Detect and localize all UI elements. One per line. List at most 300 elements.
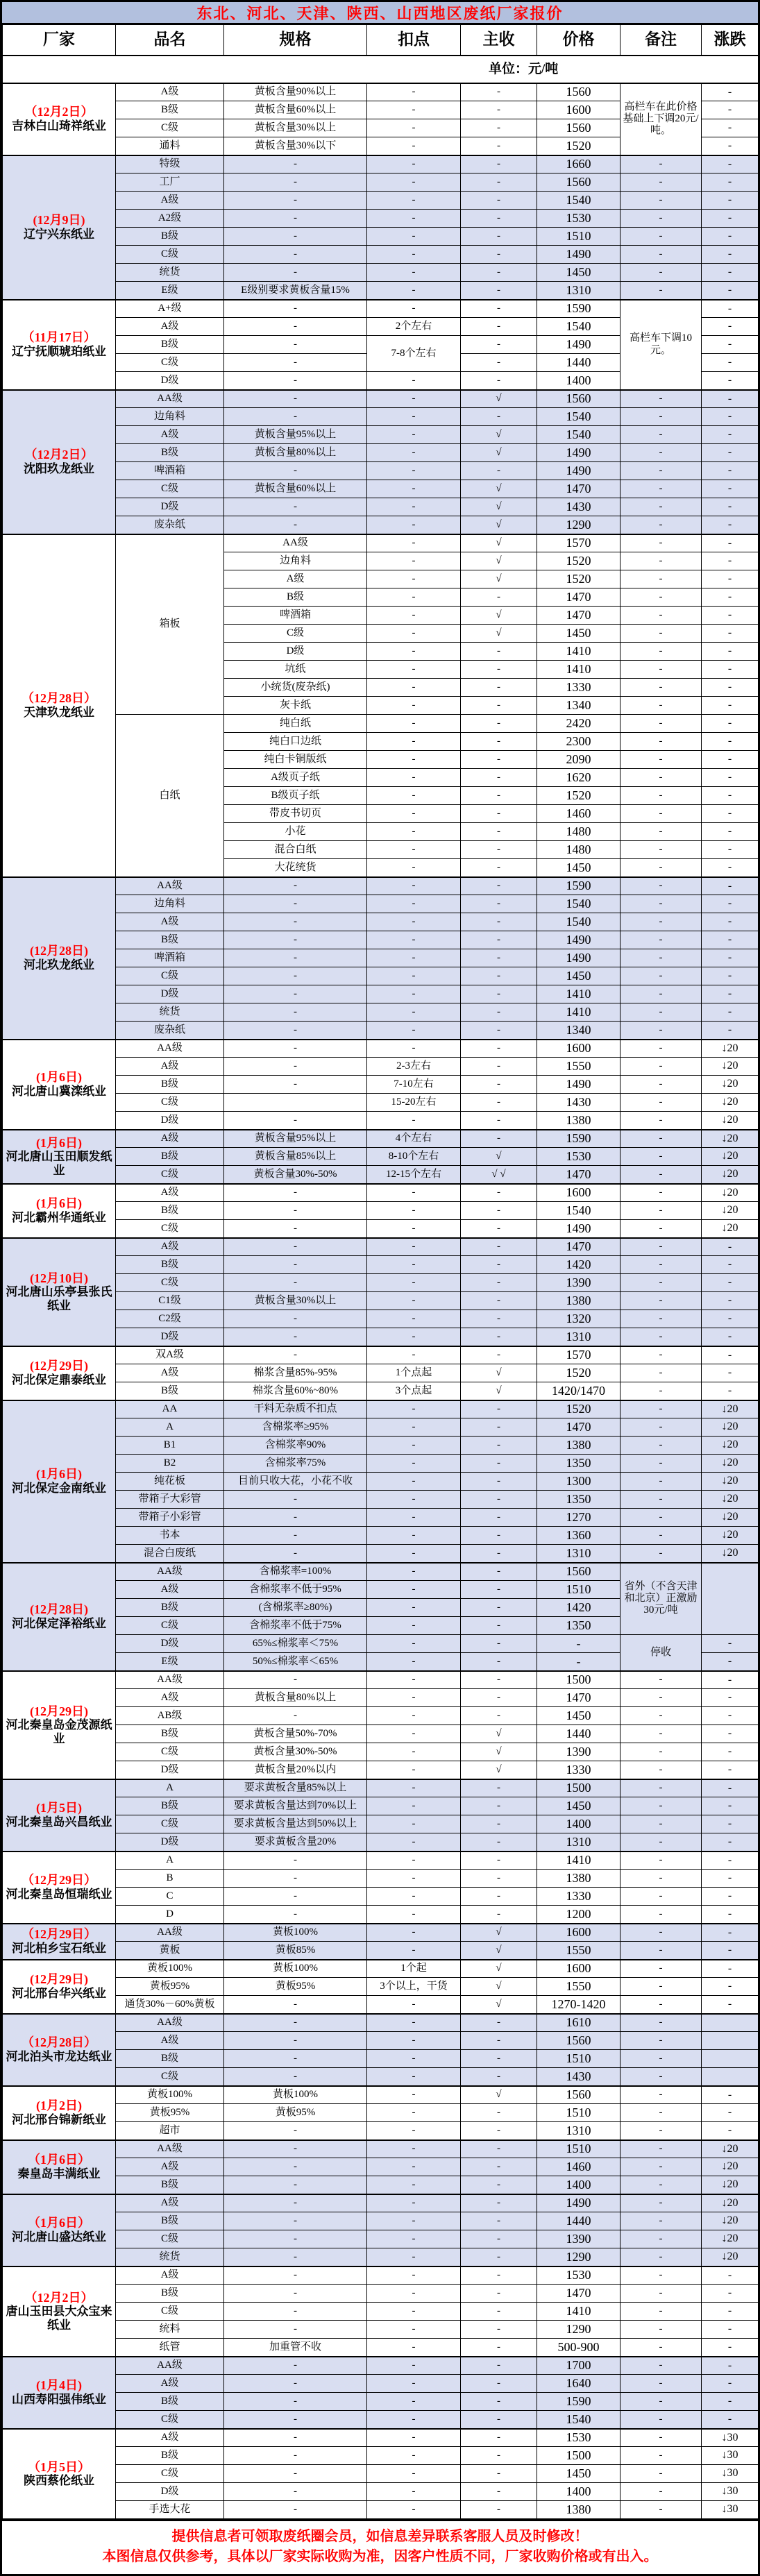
- spec-cell: -: [224, 1238, 367, 1256]
- trend-cell: -: [702, 697, 759, 715]
- spec-cell: 黄板含量30%以下: [224, 137, 367, 155]
- report-title-bar: [2, 2, 758, 24]
- factory-date: (12月29日): [30, 1359, 88, 1373]
- price-cell: 1350: [537, 1617, 620, 1635]
- factory-name: 河北泊头市龙达纸业: [6, 2050, 112, 2064]
- spec-cell: 边角料: [224, 552, 367, 570]
- factory-date: （1月6日）: [28, 2216, 90, 2230]
- trend-cell: -: [702, 841, 759, 859]
- note-cell: -: [620, 2393, 702, 2411]
- note-cell: -: [620, 949, 702, 967]
- table-row: [3, 2050, 759, 2068]
- main-collect-cell: -: [461, 931, 537, 949]
- product-cell: A: [116, 1852, 224, 1870]
- note-cell: -: [620, 282, 702, 300]
- table-row: [3, 1888, 759, 1906]
- product-cell: 通货30%－60%黄板: [116, 1996, 224, 2014]
- deduction-cell: -: [367, 751, 461, 769]
- trend-cell: ↓20: [702, 2140, 759, 2158]
- note-cell: -: [620, 444, 702, 462]
- note-cell: -: [620, 1924, 702, 1942]
- note-cell: -: [620, 2140, 702, 2158]
- trend-cell: -: [702, 1996, 759, 2014]
- note-cell: -: [620, 1815, 702, 1833]
- deduction-cell: 12-15个左右: [367, 1166, 461, 1184]
- price-cell: 1560: [537, 1563, 620, 1581]
- price-cell: 1540: [537, 318, 620, 336]
- main-collect-cell: √: [461, 1382, 537, 1400]
- trend-cell: -: [702, 444, 759, 462]
- trend-cell: ↓20: [702, 2230, 759, 2248]
- deduction-cell: -: [367, 985, 461, 1003]
- note-cell: -: [620, 733, 702, 751]
- table-row: [3, 210, 759, 228]
- table-row: [3, 1779, 759, 1797]
- spec-cell: -: [224, 895, 367, 913]
- price-cell: 1310: [537, 282, 620, 300]
- main-collect-cell: -: [461, 318, 537, 336]
- deduction-cell: -: [367, 679, 461, 697]
- main-collect-cell: -: [461, 1563, 537, 1581]
- table-row: [3, 1328, 759, 1346]
- product-cell: 啤酒箱: [116, 949, 224, 967]
- trend-cell: -: [702, 137, 759, 155]
- factory-cell: [3, 2429, 116, 2519]
- table-row: [3, 1220, 759, 1238]
- product-cell: B级: [116, 1202, 224, 1220]
- deduction-cell: 1个起: [367, 1960, 461, 1978]
- note-cell: -: [620, 2086, 702, 2104]
- price-cell: 1490: [537, 1220, 620, 1238]
- deduction-cell: -: [367, 2465, 461, 2483]
- spec-cell: -: [224, 2465, 367, 2483]
- deduction-cell: -: [367, 2140, 461, 2158]
- price-cell: 1510: [537, 1581, 620, 1599]
- table-row: [3, 83, 759, 101]
- note-cell: -: [620, 1797, 702, 1815]
- deduction-cell: -: [367, 1635, 461, 1653]
- deduction-cell: -: [367, 823, 461, 841]
- main-collect-cell: -: [461, 895, 537, 913]
- factory-cell: [3, 2357, 116, 2429]
- main-collect-cell: -: [461, 1707, 537, 1725]
- product-cell: 统货: [116, 2248, 224, 2266]
- trend-cell: -: [702, 83, 759, 101]
- price-cell: 1500: [537, 1779, 620, 1797]
- main-collect-cell: -: [461, 588, 537, 607]
- trend-cell: ↓20: [702, 1148, 759, 1166]
- main-collect-cell: -: [461, 2104, 537, 2122]
- spec-cell: -: [224, 2429, 367, 2447]
- main-collect-cell: -: [461, 2465, 537, 2483]
- factory-date: （1月5日）: [28, 2459, 90, 2474]
- spec-cell: 黄板85%: [224, 1942, 367, 1960]
- trend-cell: -: [702, 1689, 759, 1707]
- col-header-price: 价格: [537, 25, 620, 56]
- col-header-factory: 厂家: [3, 25, 116, 56]
- price-cell: 1570: [537, 534, 620, 552]
- product-cell: C级: [116, 1815, 224, 1833]
- main-collect-cell: -: [461, 1491, 537, 1509]
- deduction-cell: -: [367, 1509, 461, 1527]
- price-cell: 1600: [537, 1040, 620, 1058]
- product-cell: 带箱子大彩管: [116, 1491, 224, 1509]
- product-cell: C级: [116, 480, 224, 498]
- trend-cell: ↓20: [702, 1400, 759, 1418]
- table-row: [3, 2086, 759, 2104]
- deduction-cell: -: [367, 2104, 461, 2122]
- price-cell: 1440: [537, 354, 620, 372]
- deduction-cell: -: [367, 2375, 461, 2393]
- price-cell: 1410: [537, 643, 620, 661]
- note-cell: -: [620, 1707, 702, 1725]
- main-collect-cell: -: [461, 408, 537, 426]
- spec-cell: -: [224, 210, 367, 228]
- main-collect-cell: √: [461, 1924, 537, 1942]
- main-collect-cell: -: [461, 2194, 537, 2212]
- table-row: [3, 2375, 759, 2393]
- table-row: [3, 1148, 759, 1166]
- product-cell: C级: [116, 967, 224, 985]
- trend-cell: ↓20: [702, 1184, 759, 1202]
- trend-cell: -: [702, 2411, 759, 2429]
- deduction-cell: -: [367, 913, 461, 931]
- product-cell: AA级: [116, 1040, 224, 1058]
- spec-cell: E级别要求黄板含量15%: [224, 282, 367, 300]
- trend-cell: -: [702, 733, 759, 751]
- deduction-cell: -: [367, 1671, 461, 1689]
- product-cell: AA级: [116, 2014, 224, 2032]
- trend-cell: [702, 1563, 759, 1635]
- table-row: [3, 967, 759, 985]
- price-cell: 1510: [537, 228, 620, 246]
- factory-date: （12月2日）: [24, 105, 94, 119]
- note-cell: -: [620, 823, 702, 841]
- main-collect-cell: -: [461, 246, 537, 264]
- price-cell: 1560: [537, 173, 620, 192]
- spec-cell: -: [224, 1671, 367, 1689]
- spec-cell: -: [224, 2122, 367, 2140]
- product-cell: C级: [116, 2068, 224, 2086]
- trend-cell: -: [702, 372, 759, 390]
- product-cell: 特级: [116, 155, 224, 173]
- note-cell: -: [620, 2176, 702, 2194]
- trend-cell: -: [702, 2122, 759, 2140]
- deduction-cell: 2个左右: [367, 318, 461, 336]
- product-cell: C级: [116, 1166, 224, 1184]
- trend-cell: ↓20: [702, 1437, 759, 1455]
- note-cell: -: [620, 1148, 702, 1166]
- table-row: [3, 1022, 759, 1040]
- trend-cell: ↓20: [702, 1112, 759, 1130]
- main-collect-cell: -: [461, 192, 537, 210]
- product-cell: A: [116, 1418, 224, 1437]
- product-cell: B级: [116, 228, 224, 246]
- note-cell: -: [620, 1364, 702, 1382]
- factory-date: (12月10日): [30, 1271, 88, 1285]
- note-cell: -: [620, 1346, 702, 1364]
- note-cell: -: [620, 2194, 702, 2212]
- price-cell: 1390: [537, 2230, 620, 2248]
- spec-cell: 大花统货: [224, 859, 367, 877]
- table-row: [3, 1797, 759, 1815]
- factory-cell: [3, 83, 116, 155]
- main-collect-cell: -: [461, 2032, 537, 2050]
- factory-cell: [3, 2194, 116, 2266]
- price-cell: 1550: [537, 1942, 620, 1960]
- note-cell: -: [620, 1094, 702, 1112]
- price-cell: 1560: [537, 390, 620, 408]
- factory-date: （12月29日）: [22, 1873, 96, 1888]
- main-collect-cell: -: [461, 1058, 537, 1076]
- main-collect-cell: -: [461, 300, 537, 318]
- trend-cell: -: [702, 1256, 759, 1274]
- product-cell: B级: [116, 1382, 224, 1400]
- table-row: [3, 192, 759, 210]
- trend-cell: -: [702, 1653, 759, 1671]
- product-cell: 超市: [116, 2122, 224, 2140]
- product-cell: C级: [116, 2230, 224, 2248]
- deduction-cell: -: [367, 2303, 461, 2321]
- spec-cell: 纯白卡铜版纸: [224, 751, 367, 769]
- deduction-cell: -: [367, 516, 461, 534]
- note-cell: -: [620, 2158, 702, 2176]
- spec-cell: -: [224, 1022, 367, 1040]
- spec-cell: 黄板100%: [224, 1960, 367, 1978]
- trend-cell: -: [702, 1238, 759, 1256]
- main-collect-cell: -: [461, 2122, 537, 2140]
- spec-cell: -: [224, 2483, 367, 2501]
- deduction-cell: -: [367, 1924, 461, 1942]
- main-collect-cell: -: [461, 643, 537, 661]
- table-row: [3, 1437, 759, 1455]
- main-collect-cell: -: [461, 679, 537, 697]
- deduction-cell: -: [367, 119, 461, 137]
- product-cell: 黄板95%: [116, 2104, 224, 2122]
- product-cell: A级: [116, 2266, 224, 2285]
- product-cell: B级: [116, 336, 224, 354]
- price-cell: 1410: [537, 2303, 620, 2321]
- note-cell: -: [620, 2357, 702, 2375]
- note-cell: -: [620, 2501, 702, 2519]
- table-row: [3, 1725, 759, 1743]
- trend-cell: ↓30: [702, 2501, 759, 2519]
- col-header-main-collect: 主收: [461, 25, 537, 56]
- table-row: [3, 2248, 759, 2266]
- factory-cell: [3, 1184, 116, 1238]
- spec-cell: 含棉浆率不低于75%: [224, 1617, 367, 1635]
- note-cell: -: [620, 1382, 702, 1400]
- deduction-cell: -: [367, 2212, 461, 2230]
- product-cell: 黄板95%: [116, 1978, 224, 1996]
- deduction-cell: -: [367, 2266, 461, 2285]
- spec-cell: -: [224, 192, 367, 210]
- main-collect-cell: -: [461, 967, 537, 985]
- price-cell: 1540: [537, 408, 620, 426]
- spec-cell: 灰卡纸: [224, 697, 367, 715]
- price-cell: 1600: [537, 101, 620, 119]
- main-collect-cell: -: [461, 1527, 537, 1545]
- col-header-spec: 规格: [224, 25, 367, 56]
- spec-cell: 黄板含量80%以上: [224, 444, 367, 462]
- spec-cell: -: [224, 2303, 367, 2321]
- main-collect-cell: -: [461, 2501, 537, 2519]
- deduction-cell: -: [367, 625, 461, 643]
- col-header-note: 备注: [620, 25, 702, 56]
- deduction-cell: -: [367, 1581, 461, 1599]
- main-collect-cell: -: [461, 462, 537, 480]
- deduction-cell: -: [367, 967, 461, 985]
- deduction-cell: -: [367, 1888, 461, 1906]
- product-cell: A+级: [116, 300, 224, 318]
- note-cell: -: [620, 264, 702, 282]
- price-cell: 1440: [537, 2212, 620, 2230]
- trend-cell: -: [702, 1292, 759, 1310]
- factory-cell: [3, 390, 116, 534]
- deduction-cell: -: [367, 282, 461, 300]
- price-cell: 1380: [537, 1112, 620, 1130]
- main-collect-cell: -: [461, 1870, 537, 1888]
- table-row: [3, 2194, 759, 2212]
- note-cell: 省外（不含天津和北京）正激励30元/吨: [620, 1563, 702, 1635]
- note-cell: -: [620, 1292, 702, 1310]
- product-cell: B级: [116, 444, 224, 462]
- product-cell: D级: [116, 985, 224, 1003]
- note-cell: 高栏车下调10元。: [620, 300, 702, 390]
- main-collect-cell: -: [461, 877, 537, 895]
- price-cell: 1470: [537, 1166, 620, 1184]
- factory-name: 河北唐山盛达纸业: [12, 2230, 106, 2244]
- product-cell: C级: [116, 1274, 224, 1292]
- trend-cell: -: [702, 228, 759, 246]
- spec-cell: -: [224, 1888, 367, 1906]
- main-collect-cell: -: [461, 1202, 537, 1220]
- price-cell: 1400: [537, 372, 620, 390]
- main-collect-cell: -: [461, 1833, 537, 1852]
- factory-cell: [3, 1960, 116, 2014]
- deduction-cell: 3个点起: [367, 1382, 461, 1400]
- deduction-cell: 3个以上，干货: [367, 1978, 461, 1996]
- deduction-cell: -: [367, 588, 461, 607]
- product-cell: C级: [116, 246, 224, 264]
- price-cell: 1530: [537, 1148, 620, 1166]
- price-cell: 1640: [537, 2375, 620, 2393]
- trend-cell: -: [702, 155, 759, 173]
- note-cell: -: [620, 210, 702, 228]
- spec-cell: -: [224, 318, 367, 336]
- table-row: [3, 300, 759, 318]
- table-row: [3, 1924, 759, 1942]
- factory-name: 河北秦皇岛兴昌纸业: [6, 1815, 112, 1829]
- main-collect-cell: -: [461, 2321, 537, 2339]
- note-cell: -: [620, 1040, 702, 1058]
- table-row: [3, 2122, 759, 2140]
- product-cell: C级: [116, 1094, 224, 1112]
- spec-cell: -: [224, 2176, 367, 2194]
- footer-line-2: 本图信息仅供参考，具体以厂家实际收购为准，因客户性质不同，厂家收购价格或有出入。: [102, 2549, 658, 2564]
- product-cell: B2: [116, 1455, 224, 1473]
- main-collect-cell: √: [461, 1364, 537, 1382]
- product-cell: A: [116, 1779, 224, 1797]
- main-collect-cell: -: [461, 1635, 537, 1653]
- table-row: [3, 2032, 759, 2050]
- table-row: [3, 264, 759, 282]
- main-collect-cell: -: [461, 913, 537, 931]
- spec-cell: 棉浆含量85%-95%: [224, 1364, 367, 1382]
- main-collect-cell: -: [461, 1256, 537, 1274]
- price-cell: 1570: [537, 1346, 620, 1364]
- table-row: [3, 931, 759, 949]
- table-row: [3, 2357, 759, 2375]
- product-cell: AA级: [116, 390, 224, 408]
- note-cell: -: [620, 859, 702, 877]
- spec-cell: 要求黄板含量85%以上: [224, 1779, 367, 1797]
- spec-cell: 棉浆含量60%~80%: [224, 1382, 367, 1400]
- deduction-cell: -: [367, 1112, 461, 1130]
- product-cell: 通料: [116, 137, 224, 155]
- trend-cell: -: [702, 1725, 759, 1743]
- table-row: [3, 1906, 759, 1924]
- trend-cell: ↓20: [702, 2158, 759, 2176]
- note-cell: -: [620, 607, 702, 625]
- trend-cell: ↓20: [702, 2176, 759, 2194]
- spec-cell: 黄板100%: [224, 2086, 367, 2104]
- main-collect-cell: -: [461, 1418, 537, 1437]
- factory-date: （12月28日）: [22, 2035, 96, 2050]
- spec-cell: -: [224, 2032, 367, 2050]
- main-collect-cell: √: [461, 1996, 537, 2014]
- deduction-cell: -: [367, 2339, 461, 2357]
- spec-cell: -: [224, 2158, 367, 2176]
- main-collect-cell: -: [461, 1888, 537, 1906]
- product-cell: B级: [116, 2212, 224, 2230]
- main-collect-cell: -: [461, 985, 537, 1003]
- main-collect-cell: -: [461, 1797, 537, 1815]
- main-collect-cell: -: [461, 264, 537, 282]
- table-row: [3, 1094, 759, 1112]
- table-row: [3, 1418, 759, 1437]
- deduction-cell: -: [367, 1743, 461, 1761]
- main-collect-cell: -: [461, 83, 537, 101]
- spec-cell: -: [224, 1112, 367, 1130]
- note-cell: -: [620, 2303, 702, 2321]
- note-cell: -: [620, 2050, 702, 2068]
- product-cell: C级: [116, 354, 224, 372]
- price-cell: 1380: [537, 1870, 620, 1888]
- note-cell: -: [620, 967, 702, 985]
- table-row: [3, 2068, 759, 2086]
- main-collect-cell: -: [461, 119, 537, 137]
- deduction-cell: -: [367, 1022, 461, 1040]
- main-collect-cell: -: [461, 841, 537, 859]
- note-cell: -: [620, 1978, 702, 1996]
- trend-cell: -: [702, 607, 759, 625]
- main-collect-cell: √: [461, 1743, 537, 1761]
- spec-cell: -: [224, 1040, 367, 1058]
- product-cell: C级: [116, 1617, 224, 1635]
- table-row: [3, 1815, 759, 1833]
- trend-cell: -: [702, 534, 759, 552]
- price-cell: 1480: [537, 841, 620, 859]
- note-cell: -: [620, 1491, 702, 1509]
- spec-cell: 黄板含量50%-70%: [224, 1725, 367, 1743]
- spec-cell: 黄板含量30%以上: [224, 1292, 367, 1310]
- price-cell: 1700: [537, 2357, 620, 2375]
- spec-cell: 黄板95%: [224, 2104, 367, 2122]
- table-row: [3, 1671, 759, 1689]
- unit-label: 单位：元/吨: [3, 56, 759, 83]
- main-collect-cell: -: [461, 1346, 537, 1364]
